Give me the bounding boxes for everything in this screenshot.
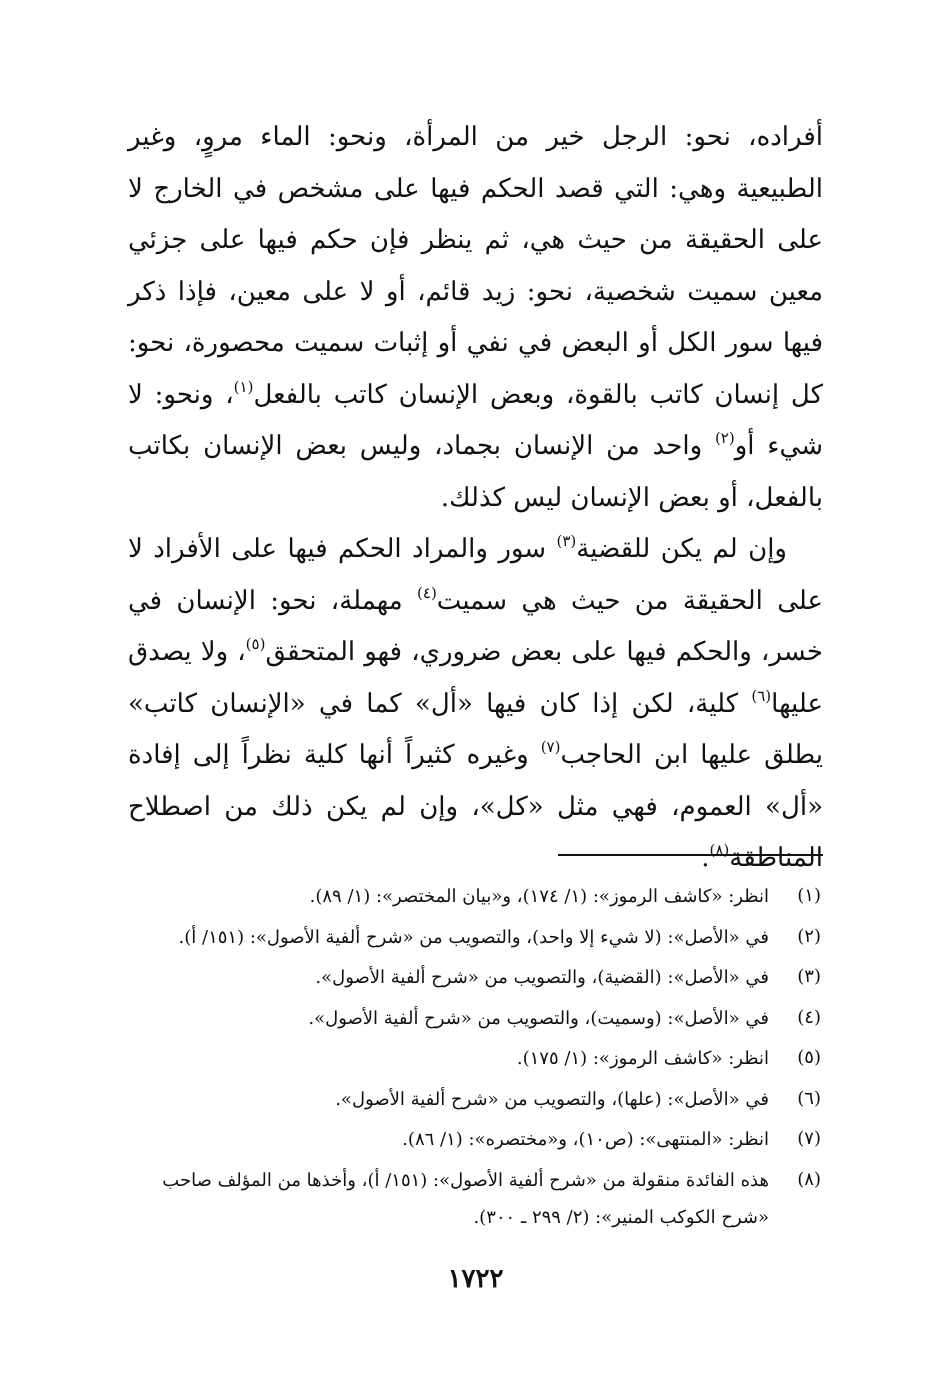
footnote-item bbox=[128, 876, 821, 917]
footnote-item bbox=[128, 917, 821, 958]
footnote-reference[interactable]: (٦) bbox=[751, 686, 772, 705]
footnote-reference[interactable]: (٤) bbox=[417, 583, 437, 602]
main-text bbox=[128, 112, 823, 885]
footnote-text: انظر: «كاشف الرموز»: (١/ ١٧٥). bbox=[516, 1048, 769, 1069]
text-segment: وإن لم يكن للقضية bbox=[576, 534, 787, 564]
footnote-text: في «الأصل»: (علها)، والتصويب من «شرح ألفية الأصول». bbox=[335, 1088, 769, 1110]
footnote-number: (٨) bbox=[797, 1168, 821, 1190]
footnote-number: (٧) bbox=[797, 1128, 821, 1149]
footnote-reference[interactable]: (١) bbox=[233, 377, 254, 396]
footnote-number: (٢) bbox=[797, 925, 821, 947]
footnotes-section bbox=[128, 876, 821, 1236]
footnote-item bbox=[128, 957, 821, 998]
text-segment: ، ولا يصدق عليها bbox=[128, 637, 824, 719]
text-segment: وغيره كثيراً أنها كلية نظراً إلى إفادة «أل» العموم، فهي مثل «كل»، وإن لم يكن ذلك من اصطلاح المناطقة bbox=[128, 740, 823, 873]
footnote-number: (٥) bbox=[797, 1047, 821, 1068]
text-segment: واحد من الإنسان بجماد، وليس بعض الإنسان بكاتب بالفعل، أو بعض الإنسان ليس كذلك. bbox=[128, 431, 823, 513]
text-segment: سور والمراد الحكم فيها على الأفراد لا على الحقيقة من حيث هي سميت bbox=[128, 534, 824, 616]
footnote-reference[interactable]: (٧) bbox=[540, 738, 561, 756]
text-segment: كلية، لكن إذا كان فيها «أل» كما في «الإنسان كاتب» يطلق عليها ابن الحاجب bbox=[128, 688, 823, 770]
page-number: ١٧٢٢ bbox=[447, 1264, 504, 1294]
footnote-text: في «الأصل»: (لا شيء إلا واحد)، والتصويب من «شرح ألفية الأصول»: (١٥١/ أ). bbox=[178, 926, 769, 948]
text-segment: ، ونحو: لا شيء أو bbox=[128, 379, 823, 461]
footnote-item bbox=[128, 1160, 821, 1236]
paragraph-1 bbox=[128, 112, 823, 524]
footnote-number: (١) bbox=[797, 885, 821, 906]
footnote-text: هذه الفائدة منقولة من «شرح ألفية الأصول»: (١٥١/ أ)، وأخذها من المؤلف صاحب «شرح الكوكب المنير»: (٢/ ٢٩٩ ـ ٣٠٠). bbox=[162, 1169, 769, 1228]
paragraph-2 bbox=[128, 524, 823, 885]
footnote-number: (٣) bbox=[797, 966, 821, 987]
footnote-item bbox=[128, 998, 821, 1039]
text-segment: . bbox=[701, 843, 710, 873]
text-segment: أفراده، نحو: الرجل خير من المرأة، ونحو: الماء مروٍ، وغير الطبيعية وهي: التي قصد الحكم فيها على مشخص في الخارج لا على الحقيقة من حيث هي، ثم ينظر فإن حكم فيها على جزئي معين سميت شخصية، نحو: زيد قائم، أو لا على معين، فإذا ذكر فيها سور الكل أو البعض في نفي أو إثبات سميت محصورة، نحو: كل إنسان كاتب بالقوة، وبعض الإنسان كاتب بالفعل bbox=[128, 122, 824, 410]
footnote-item bbox=[128, 1079, 821, 1120]
text-segment: مهملة، نحو: الإنسان في خسر، والحكم فيها على بعض ضروري، فهو المتحقق bbox=[128, 585, 823, 667]
footnote-text: في «الأصل»: (القضية)، والتصويب من «شرح ألفية الأصول». bbox=[315, 967, 769, 988]
footnote-reference[interactable]: (٨) bbox=[709, 841, 730, 859]
footnote-number: (٦) bbox=[797, 1087, 821, 1109]
footnote-item bbox=[128, 1038, 821, 1079]
footnote-number: (٤) bbox=[797, 1006, 821, 1028]
footnote-text: في «الأصل»: (وسميت)، والتصويب من «شرح ألفية الأصول». bbox=[308, 1007, 769, 1029]
footnote-reference[interactable]: (٢) bbox=[714, 429, 735, 447]
footnote-divider bbox=[558, 854, 823, 856]
footnote-reference[interactable]: (٥) bbox=[245, 635, 266, 653]
footnote-text: انظر: «المنتهى»: (ص١٠)، و«مختصره»: (١/ ٨٦). bbox=[402, 1129, 769, 1150]
footnote-reference[interactable]: (٣) bbox=[556, 532, 577, 550]
footnote-item bbox=[128, 1119, 821, 1160]
footnote-text: انظر: «كاشف الرموز»: (١/ ١٧٤)، و«بيان المختصر»: (١/ ٨٩). bbox=[309, 886, 769, 907]
